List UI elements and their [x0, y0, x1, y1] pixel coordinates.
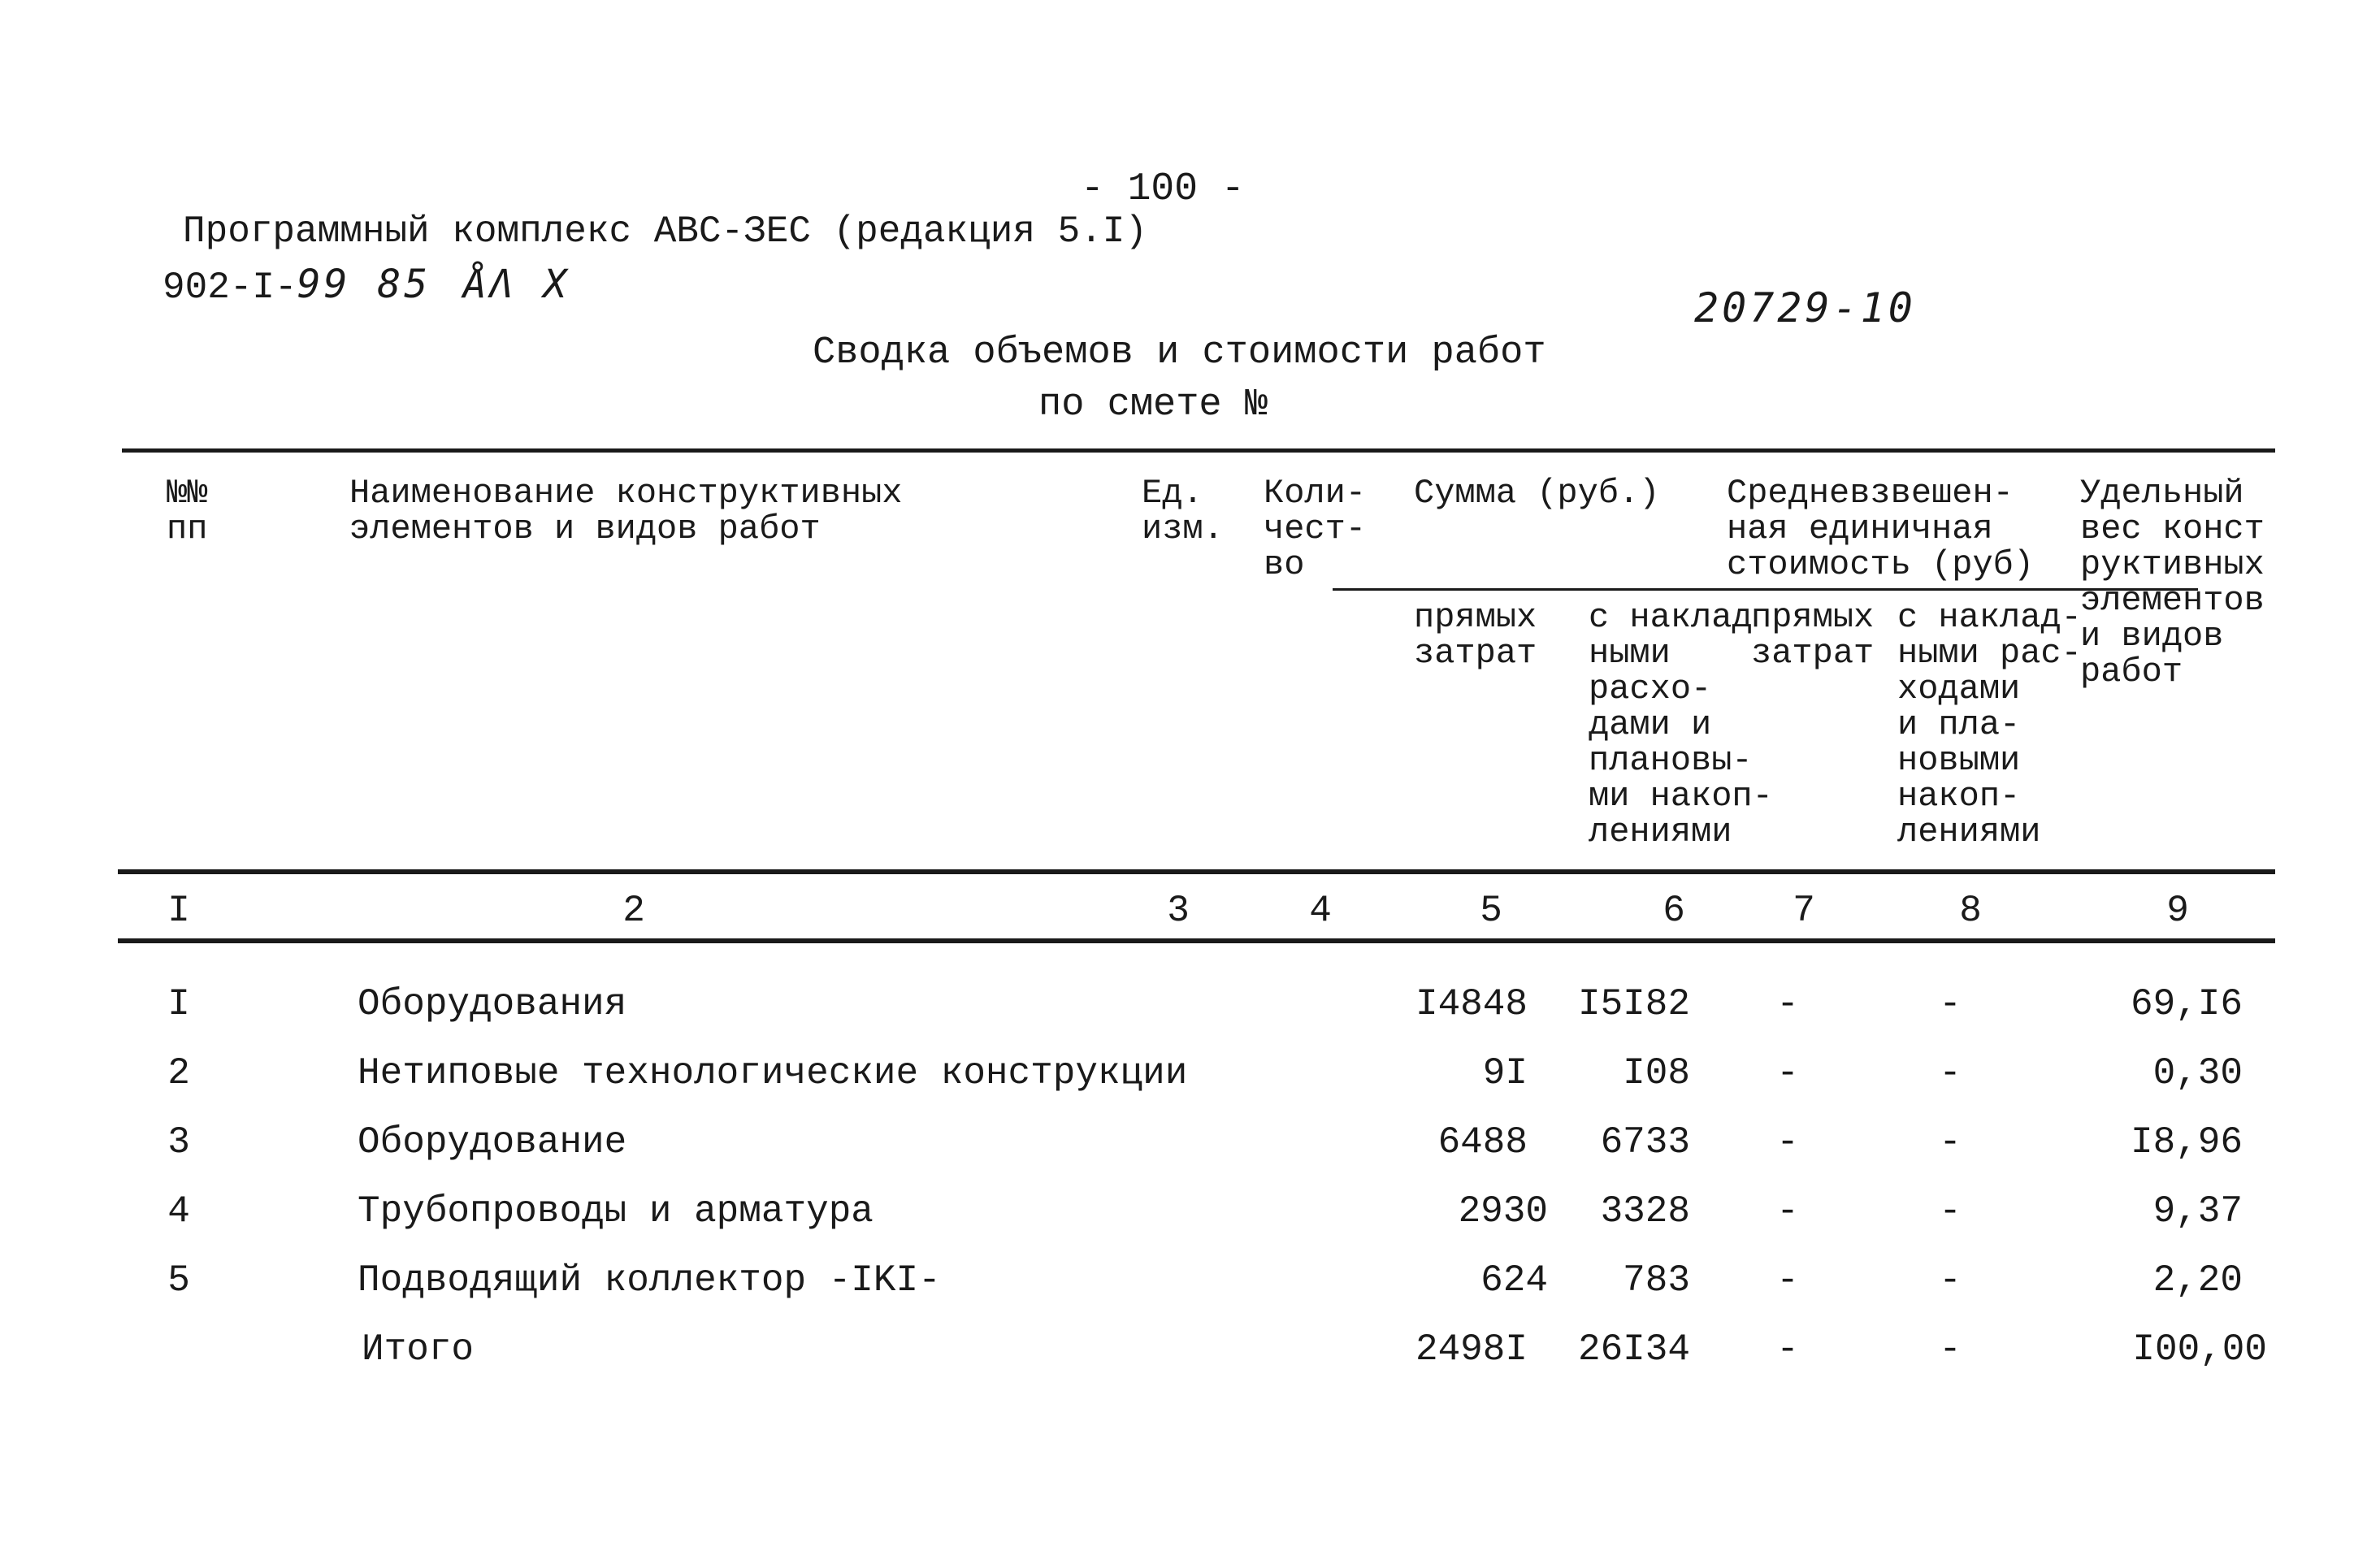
table-row	[0, 1190, 2380, 1239]
table-row-total	[0, 1328, 2380, 1377]
column-number: 8	[1959, 890, 1982, 932]
row-name: Трубопроводы и арматура	[358, 1190, 874, 1233]
column-number: 6	[1663, 890, 1685, 932]
table-row	[0, 1121, 2380, 1170]
code-marks: ÅΛ X	[462, 262, 570, 307]
header-specific-weight: Удельный вес конст руктивных элементов и видов работ	[2080, 474, 2265, 691]
header-direct-costs: прямых затрат	[1414, 598, 1537, 673]
row-unit-direct: -	[1776, 1052, 1799, 1094]
subheader-rule	[1333, 588, 2198, 591]
row-name: Итого	[362, 1328, 475, 1371]
row-number: 5	[167, 1259, 190, 1302]
row-with-overhead: 6733	[1600, 1121, 1690, 1163]
header-row-number: №№ пп	[167, 474, 208, 548]
row-with-overhead: I08	[1623, 1052, 1690, 1094]
row-direct-costs: I4848	[1415, 983, 1528, 1025]
row-number: 3	[167, 1121, 190, 1163]
table-title: Сводка объемов и стоимости работ	[813, 331, 1546, 375]
row-number: 4	[167, 1190, 190, 1233]
header-bottom-rule	[118, 869, 2275, 874]
row-name: Оборудования	[358, 983, 627, 1025]
header-quantity: Коли- чест- во	[1264, 474, 1367, 584]
header-weighted-unit-cost: Средневзвешен- ная единичная стоимость (руб)	[1727, 474, 2035, 584]
column-number: 3	[1167, 890, 1190, 932]
row-unit-overhead: -	[1939, 1259, 1962, 1302]
row-unit-overhead: -	[1939, 1052, 1962, 1094]
row-direct-costs: 624	[1480, 1259, 1548, 1302]
header-unit-direct-costs: прямых затрат	[1751, 598, 1875, 673]
row-specific-weight: I8,96	[2130, 1121, 2243, 1163]
row-unit-overhead: -	[1939, 983, 1962, 1025]
row-unit-overhead: -	[1939, 1328, 1962, 1371]
row-with-overhead: 783	[1623, 1259, 1690, 1302]
row-with-overhead: 26I34	[1577, 1328, 1690, 1371]
document-number: 20729-10	[1694, 284, 1916, 331]
header-name: Наименование конструктивных элементов и видов работ	[349, 474, 903, 548]
row-specific-weight: 9,37	[2152, 1190, 2243, 1233]
table-row	[0, 1052, 2380, 1101]
table-top-rule	[122, 448, 2275, 453]
row-unit-direct: -	[1776, 1121, 1799, 1163]
header-unit-with-overhead: с наклад- ными рас- ходами и пла- новыми накоп- лениями	[1897, 598, 2082, 851]
column-number: 7	[1793, 890, 1815, 932]
document-code	[163, 262, 570, 307]
header-unit: Ед. изм.	[1142, 474, 1224, 548]
column-number: 4	[1309, 890, 1332, 932]
estimate-label: по смете №	[1038, 383, 1268, 427]
row-with-overhead: 3328	[1600, 1190, 1690, 1233]
row-direct-costs: 2498I	[1415, 1328, 1528, 1371]
row-name: Нетиповые технологические конструкции	[358, 1052, 1188, 1094]
column-number: 5	[1480, 890, 1502, 932]
colnum-bottom-rule	[118, 938, 2275, 943]
code-printed: 902-I-	[163, 266, 297, 309]
row-number: I	[167, 983, 190, 1025]
page-number: - 100 -	[1081, 167, 1245, 211]
row-unit-direct: -	[1776, 1190, 1799, 1233]
program-name: Программный комплекс АВС-ЗЕС (редакция 5.I)	[183, 210, 1147, 253]
column-number: 2	[622, 890, 645, 932]
table-row	[0, 983, 2380, 1032]
row-specific-weight: 2,20	[2152, 1259, 2243, 1302]
row-unit-overhead: -	[1939, 1190, 1962, 1233]
row-specific-weight: 0,30	[2152, 1052, 2243, 1094]
row-unit-overhead: -	[1939, 1121, 1962, 1163]
row-direct-costs: 9I	[1482, 1052, 1528, 1094]
row-direct-costs: 6488	[1437, 1121, 1528, 1163]
row-unit-direct: -	[1776, 983, 1799, 1025]
row-name: Оборудование	[358, 1121, 627, 1163]
row-specific-weight: I00,00	[2132, 1328, 2267, 1371]
table-row	[0, 1259, 2380, 1308]
row-unit-direct: -	[1776, 1259, 1799, 1302]
column-number: I	[167, 890, 190, 932]
row-unit-direct: -	[1776, 1328, 1799, 1371]
code-handwritten: 99 85	[297, 262, 431, 307]
column-number: 9	[2166, 890, 2189, 932]
header-with-overhead: с наклад ными расхо- дами и плановы- ми накоп- лениями	[1589, 598, 1773, 851]
row-with-overhead: I5I82	[1577, 983, 1690, 1025]
row-direct-costs: 2930	[1458, 1190, 1548, 1233]
row-specific-weight: 69,I6	[2130, 983, 2243, 1025]
header-sum: Сумма (руб.)	[1414, 474, 1660, 513]
row-number: 2	[167, 1052, 190, 1094]
row-name: Подводящий коллектор -IKI-	[358, 1259, 941, 1302]
